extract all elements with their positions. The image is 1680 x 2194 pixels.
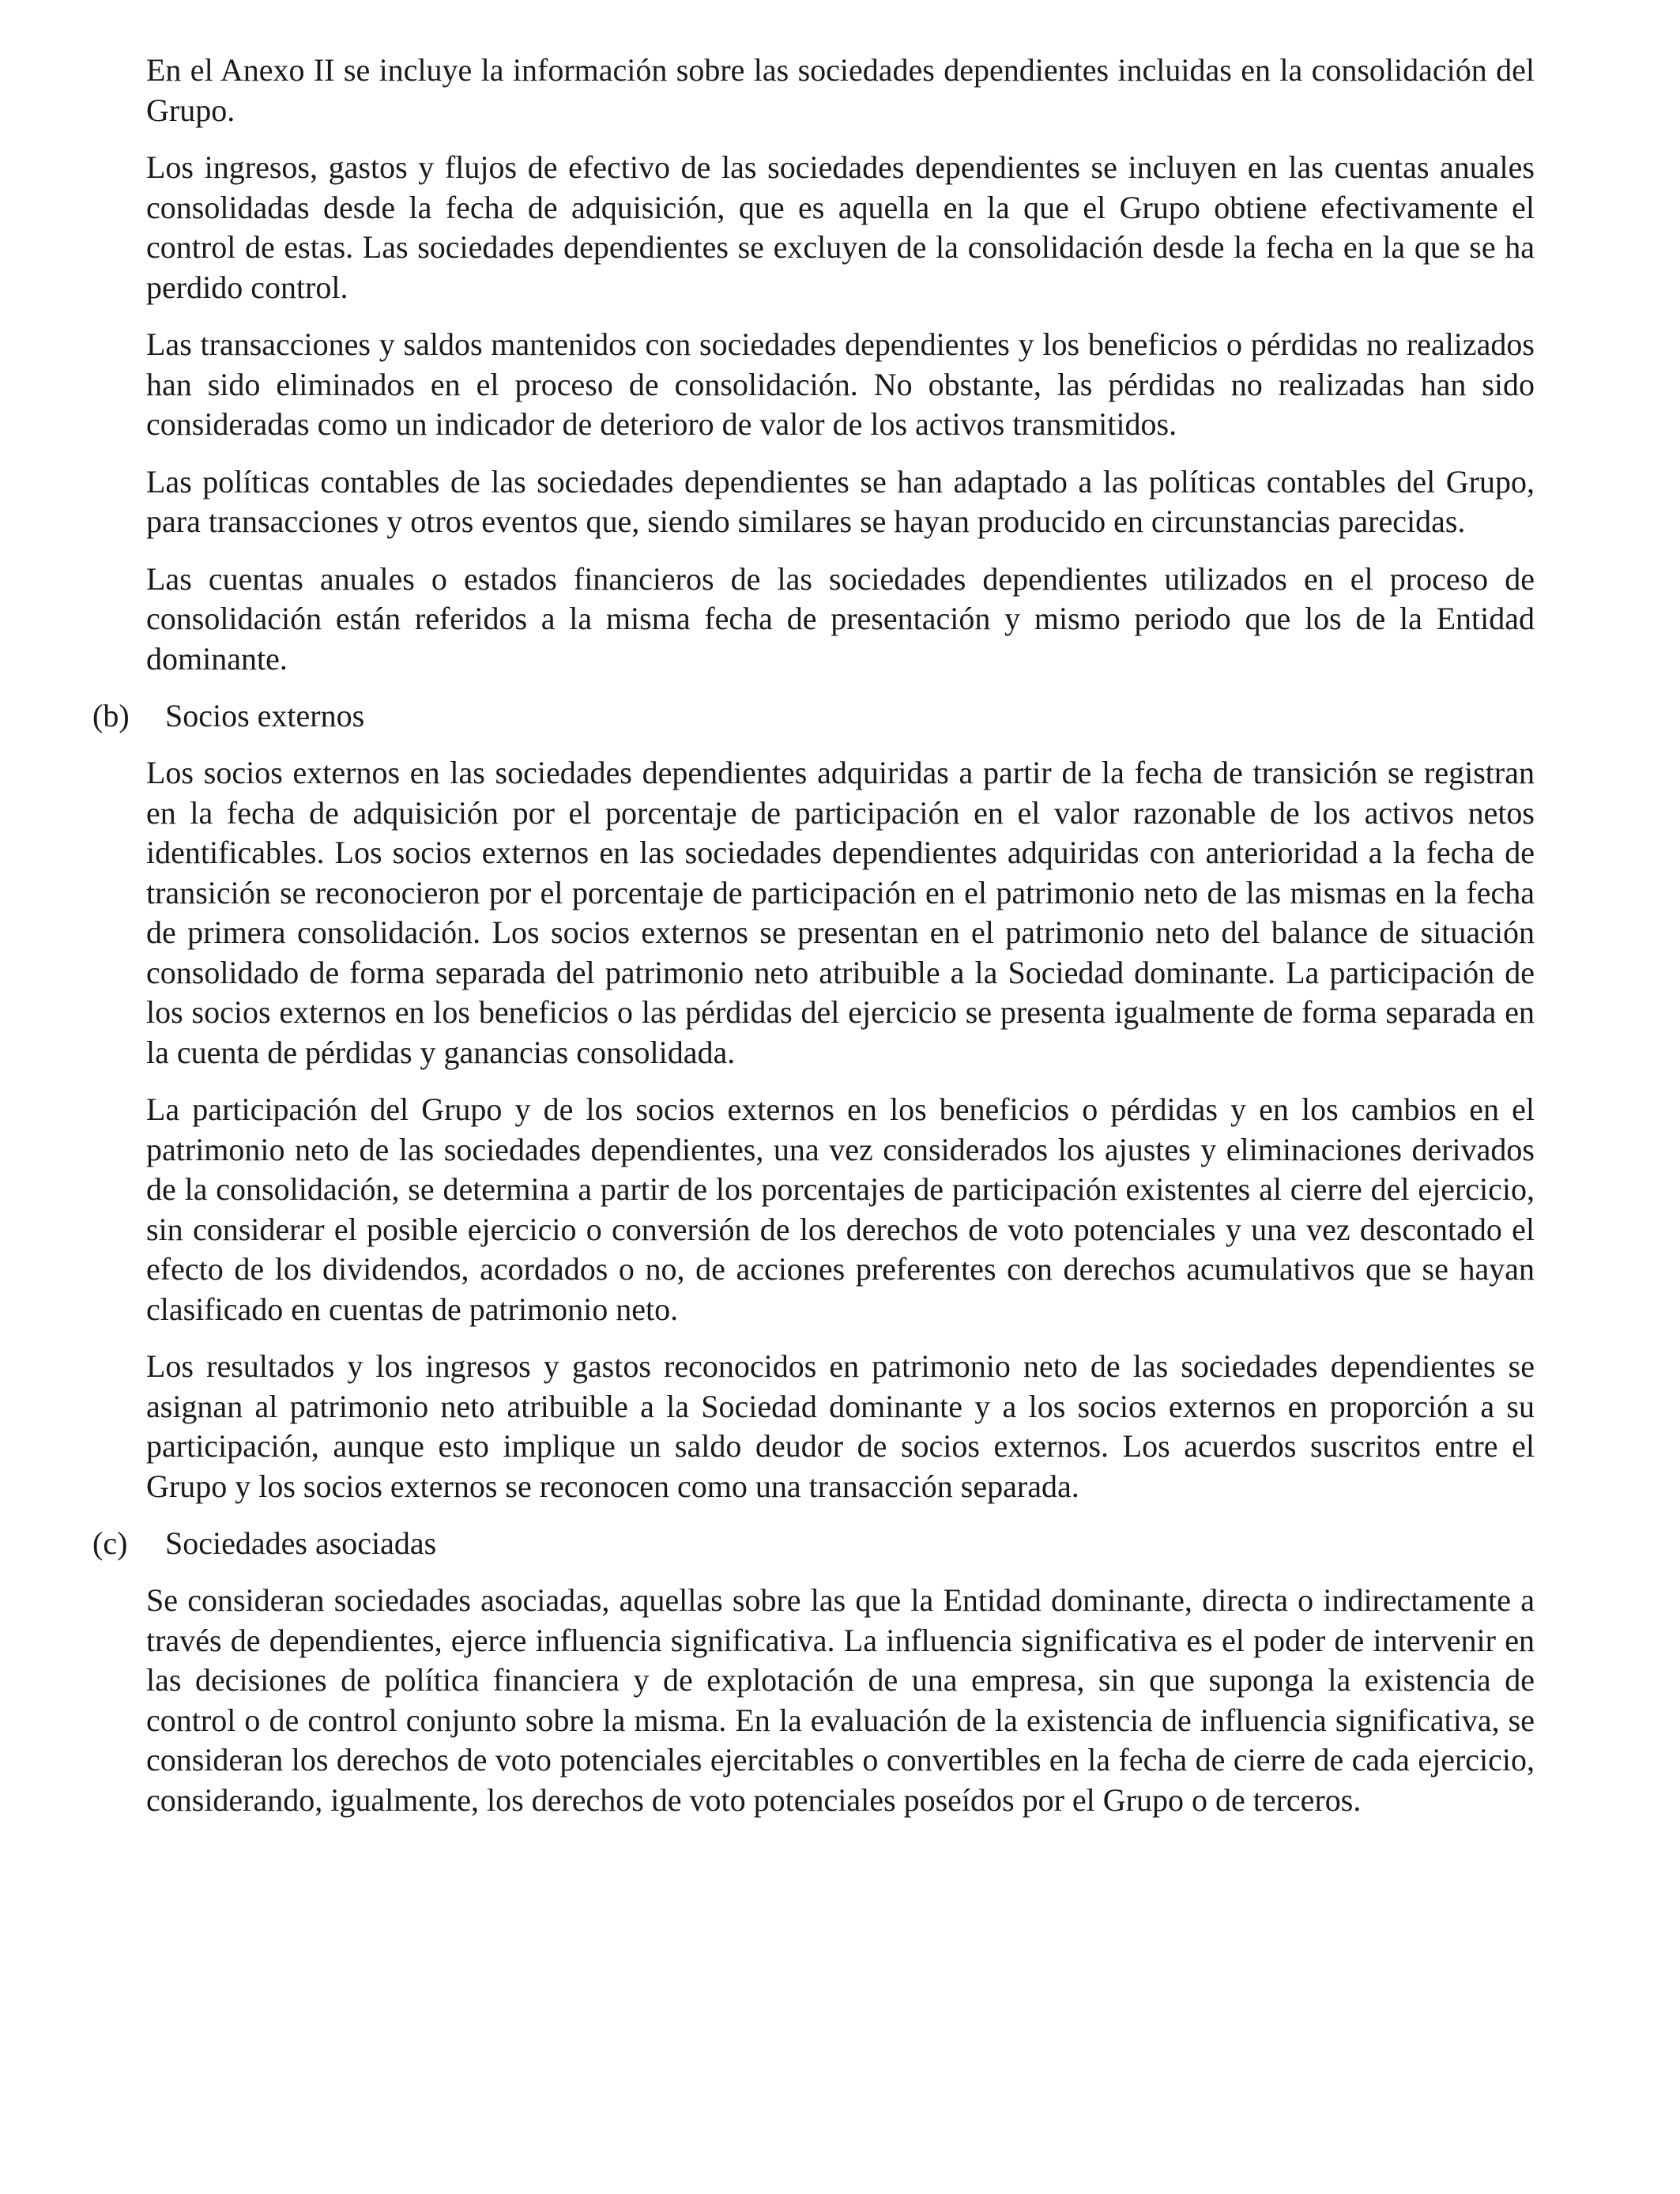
document-body — [92, 51, 1535, 1838]
paragraph-resultados-ingresos: Los resultados y los ingresos y gastos reconocidos en patrimonio neto de las sociedades dependientes se asignan al patrimonio neto atribuible a la Sociedad dominante y a los socios externos en proporción a su participación, aunque esto implique un saldo deudor de socios externos. Los acuerdos suscritos entre el Grupo y los socios externos se reconocen como una transacción separada. — [146, 1348, 1535, 1504]
section-heading-sociedades-asociadas — [92, 1524, 1535, 1563]
section-number: (b) — [92, 698, 130, 733]
section-number: (c) — [92, 1525, 128, 1561]
paragraph-anexo: En el Anexo II se incluye la información sobre las sociedades dependientes incluidas en la consolidación del Grupo. — [146, 52, 1535, 128]
paragraph-politicas-contables: Las políticas contables de las sociedades dependientes se han adaptado a las políticas contables del Grupo, para transacciones y otros eventos que, siendo similares se hayan producido en circunstancias parecidas. — [146, 463, 1535, 539]
section-heading-socios-externos — [92, 696, 1535, 736]
paragraph-sociedades-asociadas: Se consideran sociedades asociadas, aquellas sobre las que la Entidad dominante, directa o indirectamente a través de dependientes, ejerce influencia significativa. La influencia significativa es el poder de intervenir en las decisiones de política financiera y de explotación de una empresa, sin que suponga la existencia de control o de control conjunto sobre la misma. En la evaluación de la existencia de influencia significativa, se consideran los derechos de voto potenciales ejercitables o convertibles en la fecha de cierre de cada ejercicio, considerando, igualmente, los derechos de voto potenciales poseídos por el Grupo o de terceros. — [146, 1582, 1535, 1818]
paragraph-cuentas-anuales: Las cuentas anuales o estados financieros de las sociedades dependientes utilizados en el proceso de consolidación están referidos a la misma fecha de presentación y mismo periodo que los de la Entidad dominante. — [146, 560, 1535, 677]
section-title: Socios externos — [165, 698, 365, 733]
section-title: Sociedades asociadas — [165, 1525, 437, 1561]
paragraph-ingresos-gastos: Los ingresos, gastos y flujos de efectivo de las sociedades dependientes se incluyen en las cuentas anuales consolidadas desde la fecha de adquisición, que es aquella en la que el Grupo obtiene efectivamente el control de estas. Las sociedades dependientes se excluyen de la consolidación desde la fecha en la que se ha perdido control. — [146, 149, 1535, 305]
paragraph-socios-externos-registro: Los socios externos en las sociedades dependientes adquiridas a partir de la fecha de transición se registran en la fecha de adquisición por el porcentaje de participación en el valor razonable de los activos netos identificables. Los socios externos en las sociedades dependientes adquiridas con anterioridad a la fecha de transición se reconocieron por el porcentaje de participación en el patrimonio neto de las mismas en la fecha de primera consolidación. Los socios externos se presentan en el patrimonio neto del balance de situación consolidado de forma separada del patrimonio neto atribuible a la Sociedad dominante. La participación de los socios externos en los beneficios o las pérdidas del ejercicio se presenta igualmente de forma separada en la cuenta de pérdidas y ganancias consolidada. — [146, 755, 1535, 1070]
paragraph-transacciones-saldos: Las transacciones y saldos mantenidos con sociedades dependientes y los beneficios o pérdidas no realizados han sido eliminados en el proceso de consolidación. No obstante, las pérdidas no realizadas han sido consideradas como un indicador de deterioro de valor de los activos transmitidos. — [146, 326, 1535, 442]
paragraph-participacion-grupo: La participación del Grupo y de los socios externos en los beneficios o pérdidas y en los cambios en el patrimonio neto de las sociedades dependientes, una vez considerados los ajustes y eliminaciones derivados de la consolidación, se determina a partir de los porcentajes de participación existentes al cierre del ejercicio, sin considerar el posible ejercicio o conversión de los derechos de voto potenciales y una vez descontado el efecto de los dividendos, acordados o no, de acciones preferentes con derechos acumulativos que se hayan clasificado en cuentas de patrimonio neto. — [146, 1091, 1535, 1327]
